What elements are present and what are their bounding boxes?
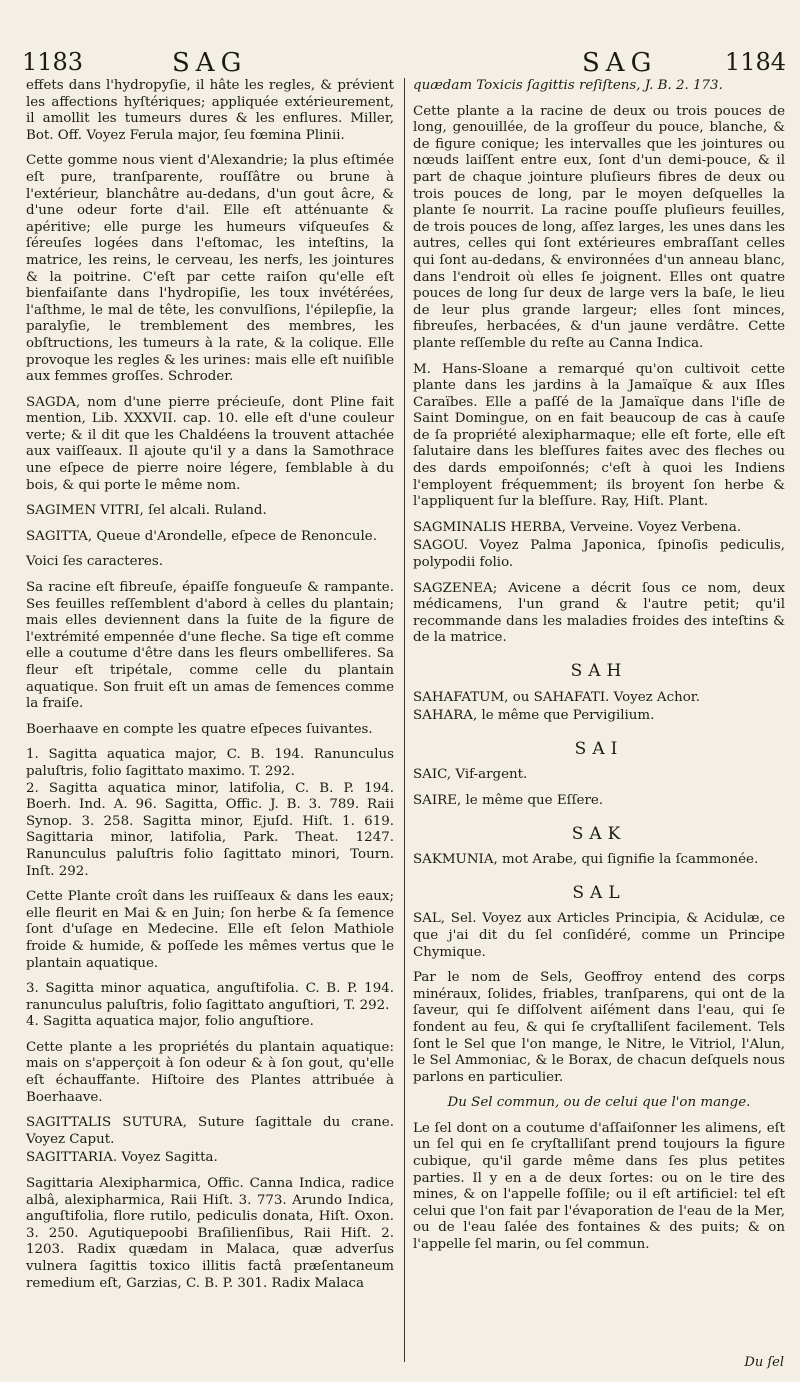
page-number-right: 1184: [724, 48, 786, 76]
running-head-left: SAG: [172, 48, 248, 78]
column-divider: [404, 78, 405, 1362]
section-heading: SAI: [574, 738, 624, 759]
right-column: [413, 78, 785, 1263]
entry-sahafatum: SAHAFATUM, ou SAHAFATI. Voyez Achor.: [413, 689, 700, 705]
paragraph: Sa racine eſt fibreuſe, épaiſſe fongueuſe & rampante. Ses feuilles reſſemblent d'abord à celles du plantain; mais elles deviennent dans la ſuite de la figure de l'extrémité empennée d'une fleche. Sa tige eſt comme elle a coutume d'être dans les fleurs ombelliferes. Sa fleur eſt tripétale, comme celle du plantain aquatique. Son fruit eſt un amas de ſemences comme la fraiſe.: [26, 580, 394, 712]
entry-sagzenea: SAGZENEA; Avicene a décrit ſous ce nom, deux médicamens, l'un grand & l'autre petit; qu'il recommande dans les maladies froides des inteſtins & de la matrice.: [413, 580, 785, 646]
section-heading: SAK: [571, 823, 627, 844]
list-item: 4. Sagitta aquatica major, folio anguſtiore.: [26, 1014, 314, 1030]
entry-saire: SAIRE, le même que Eſſere.: [413, 792, 604, 808]
subheading: Du Sel commun, ou de celui que l'on mange.: [447, 1095, 751, 1111]
paragraph: effets dans l'hydropyſie, il hâte les regles, & prévient les affections hyſtériques; appliquée extérieurement, il amollit les tumeurs dures & les enflures. Miller, Bot. Off. Voyez Ferula major, ſeu fœmina Plinii.: [26, 78, 394, 143]
page-number-left: 1183: [22, 48, 84, 76]
paragraph: M. Hans-Sloane a remarqué qu'on cultivoit cette plante dans les jardins à la Jamaïque & aux Iſles Caraïbes. Elle a paſſé de la Jamaïque dans l'iſle de Saint Domingue, on en fait beaucoup de cas à cauſe de ſa propriété alexipharmaque; elle eſt forte, elle eſt ſalutaire dans les bleſſures faites avec des fleches ou des dards empoiſonnés; c'eſt à quoi les Indiens l'employent fréquemment; ils broyent ſon herbe & l'appliquent ſur la bleſſure. Ray, Hiſt. Plant.: [413, 361, 785, 510]
entry-sagou: SAGOU. Voyez Palma Japonica, ſpinoſis pediculis, polypodii folio.: [413, 538, 785, 571]
paragraph: Voici ſes caracteres.: [26, 554, 163, 570]
entry-sagda: SAGDA, nom d'une pierre précieuſe, dont Pline fait mention, Lib. XXXVII. cap. 10. elle eſt d'une couleur verte; & il dit que les Chaldéens la trouvent attachée aux vaiſſeaux. Il ajoute qu'il y a dans la Samothrace une eſpece de pierre noire légere, ſemblable à du bois, & qui porte le même nom.: [26, 394, 394, 493]
entry-sagitta: SAGITTA, Queue d'Arondelle, eſpece de Renoncule.: [26, 528, 377, 544]
list-item: 1. Sagitta aquatica major, C. B. 194. Ranunculus paluſtris, folio ſagittato maximo. T. 292.: [26, 747, 394, 779]
entry-sakmunia: SAKMUNIA, mot Arabe, qui ſignifie la ſcammonée.: [413, 852, 759, 868]
paragraph: Cette Plante croît dans les ruiſſeaux & dans les eaux; elle fleurit en Mai & en Juin; ſon herbe & ſa ſemence ſont d'uſage en Medecine. Elle eſt ſelon Mathiole froide & humide, & poſſede les mêmes vertus que le plantain aquatique.: [26, 889, 394, 971]
entry-sagminalis-herba: SAGMINALIS HERBA, Verveine. Voyez Verbena.: [413, 519, 742, 535]
running-head-right: SAG: [582, 48, 658, 78]
catchword: Du ſel: [744, 1355, 784, 1370]
entry-sagittaria-alexipharmica: Sagittaria Alexipharmica, Offic. Canna Indica, radice albâ, alexipharmica, Raii Hiſt. 3. 773. Arundo Indica, anguſtifolia, flore rutilo, pediculis donata, Hiſt. Oxon. 3. 250. Agutiquepoobi Braſilienſibus, Raii Hiſt. 2. 1203. Radix quædam in Malaca, quæ adverſus vulnera ſagittis toxico illitis factâ præſentaneum remedium eſt, Garzias, C. B. P. 301. Radix Malaca: [26, 1176, 394, 1291]
paragraph: Cette plante a la racine de deux ou trois pouces de long, genouillée, de la groſſeur du pouce, blanche, & de figure conique; les intervalles que les jointures ou nœuds laiſſent entre eux, ſont d'un demi-pouce, & il part de chaque jointure pluſieurs fibres de deux ou trois pouces de long, par le moyen deſquelles la plante ſe nourrit. La racine pouſſe pluſieurs feuilles, de trois pouces de long, aſſez larges, les unes dans les autres, celles qui ſont extérieures embraſſant celles qui ſont au-dedans, & environnées d'un anneau blanc, dans l'endroit où elles ſe joignent. Elles ont quatre pouces de long ſur deux de large vers la baſe, le lieu de leur plus grande largeur; elles ſont minces, fibreuſes, herbacées, & d'un jaune verdâtre. Cette plante reſſemble du reſte au Canna Indica.: [413, 103, 785, 351]
entry-sahara: SAHARA, le même que Pervigilium.: [413, 708, 655, 724]
section-heading: SAH: [570, 661, 628, 681]
entry-sagittalis-sutura: SAGITTALIS SUTURA, Suture ſagittale du crane. Voyez Caput.: [26, 1115, 394, 1147]
entry-sal: SAL, Sel. Voyez aux Articles Principia, & Acidulæ, ce que j'ai dit du ſel conſidéré, comme un Principe Chymique.: [413, 911, 785, 960]
list-item: 3. Sagitta minor aquatica, anguſtifolia. C. B. P. 194. ranunculus paluſtris, folio ſagittato anguſtiori, T. 292.: [26, 981, 394, 1013]
species-list: [26, 747, 394, 880]
page-header: [22, 48, 786, 80]
paragraph: Le ſel dont on a coutume d'aſſaiſonner les alimens, eſt un ſel qui en ſe cryſtalliſant prend toujours la figure cubique, qu'il garde même dans ſes plus petites parties. Il y en a de deux ſortes: ou on le tire des mines, & on l'appelle foſſile; ou il eſt artificiel: tel eſt celui que l'on fait par l'évaporation de l'eau de la Mer, ou de l'eau ſalée des fontaines & des puits; & on l'appelle ſel marin, ou ſel commun.: [413, 1120, 785, 1253]
paragraph: quædam Toxicis ſagittis reſiſtens, J. B. 2. 173.: [413, 78, 723, 93]
list-item: 2. Sagitta aquatica minor, latifolia, C. B. P. 194. Boerh. Ind. A. 96. Sagitta, Offic. J. B. 3. 789. Raii Synop. 3. 258. Sagitta minor, Ejuſd. Hiſt. 1. 619. Sagittaria minor, latifolia, Park. Theat. 1247. Ranunculus paluſtris folio ſagittato minori, Tourn. Inſt. 292.: [26, 780, 394, 879]
paragraph: Boerhaave en compte les quatre eſpeces ſuivantes.: [26, 721, 373, 737]
paragraph: Cette gomme nous vient d'Alexandrie; la plus eſtimée eſt pure, tranſparente, rouſſâtre ou brune à l'extérieur, blanchâtre au-dedans, d'un gout âcre, & d'une odeur forte d'ail. Elle eſt atténuante & apéritive; elle purge les humeurs viſqueuſes & ſéreuſes logées dans l'eſtomac, les inteſtins, la matrice, les reins, le cerveau, les nerfs, les jointures & la poitrine. C'eſt par cette raiſon qu'elle eſt bienfaiſante dans l'hydropiſie, les toux invétérées, l'aſthme, le mal de tête, les convulſions, l'épilepſie, la paralyſie, le tremblement des membres, les obſtructions, les tumeurs à la rate, & la colique. Elle provoque les regles & les urines: mais elle eſt nuiſible aux femmes groſſes. Schroder.: [26, 153, 394, 385]
section-heading: SAL: [572, 882, 626, 903]
left-column: [26, 78, 394, 1301]
species-list: [26, 981, 394, 1031]
paragraph: Par le nom de Sels, Geoffroy entend des corps minéraux, ſolides, friables, tranſparens, qui ont de la ſaveur, qui ſe diſſolvent aiſément dans l'eau, qui ſe fondent au feu, & qui ſe cryſtalliſent facilement. Tels ſont le Sel que l'on mange, le Nitre, le Vitriol, l'Alun, le Sel Ammoniac, & le Borax, de chacun deſquels nous parlons en particulier.: [413, 970, 785, 1085]
entry-sagimen-vitri: SAGIMEN VITRI, ſel alcali. Ruland.: [26, 503, 267, 519]
entry-saic: SAIC, Vif-argent.: [413, 767, 528, 783]
entry-sagittaria: SAGITTARIA. Voyez Sagitta.: [26, 1150, 218, 1166]
paragraph: Cette plante a les propriétés du plantain aquatique: mais on s'apperçoit à ſon odeur & à ſon gout, qu'elle eſt échauffante. Hiſtoire des Plantes attribuée à Boerhaave.: [26, 1039, 394, 1105]
